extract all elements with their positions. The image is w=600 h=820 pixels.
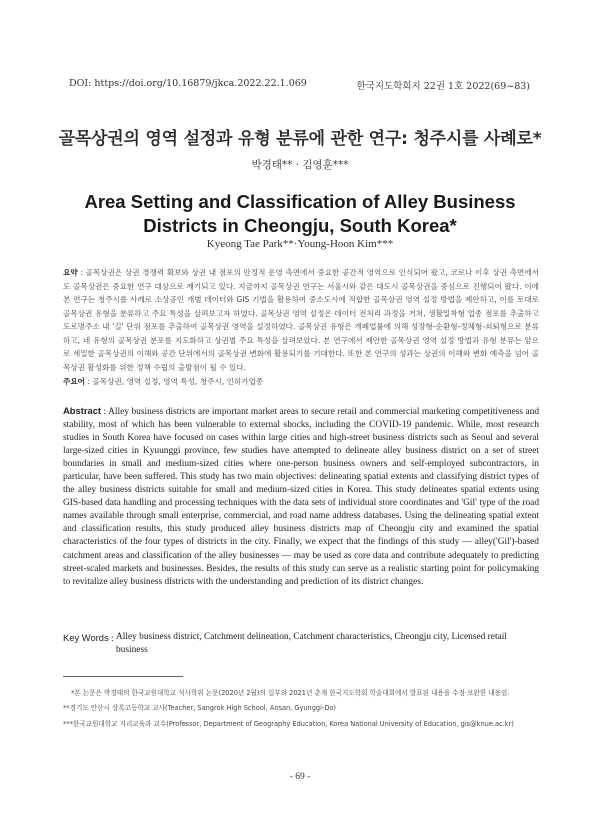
footnote-3: ***한국교원대학교 지리교육과 교수(Professor, Department of Geography Education, Korea National University of Education, gis@knue.ac.kr) [63, 719, 514, 728]
korean-abstract-text: 골목상권은 상권 경쟁력 확보와 상권 내 점포의 안정적 운영 측면에서 중요한 공간적 영역으로 인식되어 왔고, 코로나 이후 상권 측면에서도 골목상권은 중요한 연구 대상으로 제기되고 있다. 지금까지 골목상권 연구는 서울시와 같은 대도시 골목상권을 중심으로 진행되어 왔다. 이에 본 연구는 청주시를 사례로 소상공인 개별 데이터와 GIS 기법을 활용하여 중소도시에 적합한 골목상권 영역 설정 방법을 제안하고, 이를 토대로 골목상권 유형을 분류하고 주요 특성을 살펴보고자 하였다. 골목상권 영역 설정은 데이터 전처리 과정을 거쳐, 생활밀착형 업종 점포를 추출하고 도로명주소 내 '길' 단위 점포를 추출하여 골목상권 영역을 설정하였다. 골목상권 유형은 개폐업률에 의해 성장형-순환형-정체형-쇠퇴형으로 분류하고, 네 유형의 골목상권 분포를 지도화하고 상권별 주요 특성을 살펴보았다. 본 연구에서 제안한 골목상권 영역 설정 방법과 유형 분류는 앞으로 세밀한 골목상권의 이해와 공간 단위에서의 골목상권 변화에 활용되기를 기대한다. 또한 본 연구의 성과는 상권의 이해와 변화 예측을 넘어 골목상권 활성화를 위한 정책 수립의 출발점이 될 수 있다. [63, 268, 540, 372]
english-abstract-label: Abstract [63, 405, 102, 416]
korean-title: 골목상권의 영역 설정과 유형 분류에 관한 연구: 청주시를 사례로* [58, 129, 542, 149]
footnotes [63, 687, 539, 733]
footnote-2: **경기도 안산시 상록고등학교 교사(Teacher, Sangrok High School, Ansan, Gyunggi-Do) [63, 704, 337, 713]
english-authors: Kyeong Tae Park**·Young-Hoon Kim*** [206, 238, 394, 250]
english-title: Area Setting and Classification of Alley Business Districts in Cheongju, South Korea* [84, 191, 516, 236]
english-abstract: Abstract : Alley business districts are important market areas to secure retail and commercial marketing competitiveness and stability, most of which has been vulnerable to external shocks, including the COVID-19 pandemic. While, most research studies in South Korea have focused on cases within large cities and high-street business districts such as Seoul and several large-sized cities in Kyuunggi province, few studies have attempted to delineate alley business district on a set of street boundaries in small and medium-sized cities where one-person business owners and self-employed subcontractors, in particular, have been suffered. This study has two main objectives: delineating spatial extents and classifying district types of the alley business districts suitable for small and medium-sized cities in Korea. This study delineates spatial extents using GIS-based data handling and processing techniques with the data sets of individual store coordinates and 'Gil' type of the road names available through small enterprise, commercial, and road name address databases. Using the delineating spatial extent and classification results, this study produced alley business districts map of Cheongju city and examined the spatial characteristics of the four types of districts in the city. Finally, we expect that the findings of this study — alley('Gil')-based catchment areas and classification of the alley businesses — may be used as core data and contribute adequately to predicting street-scaled markets and businesses. Besides, the results of this study can serve as a realistic starting point for policymaking to revitalize alley business districts with the understanding and prediction of its district changes. [63, 405, 540, 587]
journal-citation: 한국지도학회지 22권 1호 2022(69~83) [356, 81, 530, 92]
page-number: - 69 - [289, 772, 311, 782]
korean-abstract-label: 요약 [63, 268, 78, 277]
running-header [69, 78, 530, 92]
korean-authors: 박경태** · 김영훈*** [251, 159, 349, 171]
korean-keywords-label: 주요어 [63, 377, 86, 386]
korean-keywords: 주요어 : 골목상권, 영역 설정, 영역 특성, 청주시, 인허가업종 [63, 377, 264, 386]
korean-abstract: 요약 : 골목상권은 상권 경쟁력 확보와 상권 내 점포의 안정적 운영 측면에서 중요한 공간적 영역으로 인식되어 왔고, 코로나 이후 상권 측면에서도 골목상권은 중요한 연구 대상으로 제기되고 있다. 지금까지 골목상권 연구는 서울시와 같은 대도시 골목상권을 중심으로 진행되어 왔다. 이에 본 연구는 청주시를 사례로 소상공인 개별 데이터와 GIS 기법을 활용하여 중소도시에 적합한 골목상권 영역 설정 방법을 제안하고, 이를 토대로 골목상권 유형을 분류하고 주요 특성을 살펴보고자 하였다. 골목상권 영역 설정은 데이터 전처리 과정을 거쳐, 생활밀착형 업종 점포를 추출하고 도로명주소 내 '길' 단위 점포를 추출하여 골목상권 영역을 설정하였다. 골목상권 유형은 개폐업률에 의해 성장형-순환형-정체형-쇠퇴형으로 분류하고, 네 유형의 골목상권 분포를 지도화하고 상권별 주요 특성을 살펴보았다. 본 연구에서 제안한 골목상권 영역 설정 방법과 유형 분류는 앞으로 세밀한 골목상권의 이해와 공간 단위에서의 골목상권 변화에 활용되기를 기대한다. 또한 본 연구의 성과는 상권의 이해와 변화 예측을 넘어 골목상권 활성화를 위한 정책 수립의 출발점이 될 수 있다. [63, 268, 540, 372]
english-keywords-text: Alley business district, Catchment delineation, Catchment characteristics, Cheongju city, Licensed retail business [115, 632, 507, 655]
footnote-1: *본 논문은 박경태의 한국교원대학교 석사학위 논문(2020년 2월)의 일부와 2021년 춘계 한국지도학회 학술대회에서 발표된 내용을 수정·보완한 내용임. [71, 689, 510, 697]
korean-keywords-text: 골목상권, 영역 설정, 영역 특성, 청주시, 인허가업종 [92, 377, 264, 386]
english-abstract-text: Alley business districts are important market areas to secure retail and commercial marketing competitiveness and stability, most of which has been vulnerable to external shocks, including the COVID-19 pandemic. While, most research studies in South Korea have focused on cases within large cities and high-street business districts such as Seoul and several large-sized cities in Kyuunggi province, few studies have attempted to delineate alley business district on a set of street boundaries in small and medium-sized cities where one-person business owners and self-employed subcontractors, in particular, have been suffered. This study has two main objectives: delineating spatial extents and classifying district types of the alley business districts suitable for small and medium-sized cities in Korea. This study delineates spatial extents using GIS-based data handling and processing techniques with the data sets of individual store coordinates and 'Gil' type of the road names available through small enterprise, commercial, and road name address databases. Using the delineating spatial extent and classification results, this study produced alley business districts map of Cheongju city and examined the spatial characteristics of the four types of districts in the city. Finally, we expect that the findings of this study — alley('Gil')-based catchment areas and classification of the alley businesses — may be used as core data and contribute adequately to predicting street-scaled markets and businesses. Besides, the results of this study can serve as a realistic starting point for policymaking to revitalize alley business districts with the understanding and prediction of its district changes. [63, 407, 540, 587]
footnote-divider [63, 676, 183, 677]
english-keywords-label: Key Words [63, 632, 109, 643]
english-keywords: Key Words : Alley business district, Catchment delineation, Catchment characteristics, Cheongju city, Licensed retail business [63, 631, 539, 657]
doi-link[interactable]: DOI: https://doi.org/10.16879/jkca.2022.22.1.069 [69, 78, 307, 89]
